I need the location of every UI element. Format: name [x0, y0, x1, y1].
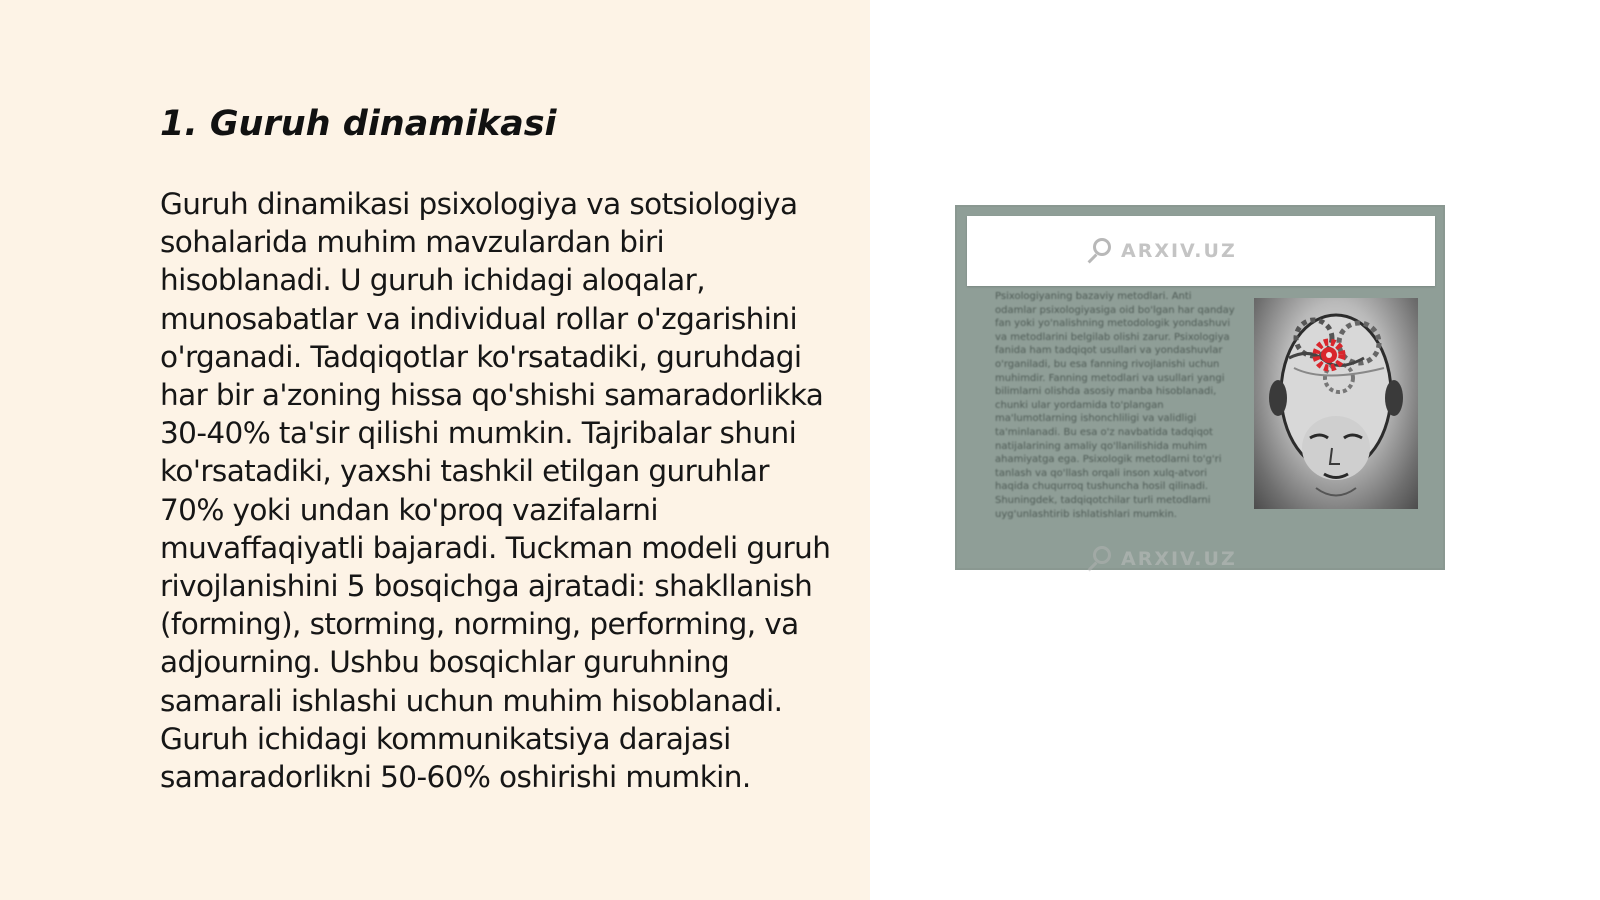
watermark-logo-bottom: [1087, 544, 1237, 574]
image-header: [967, 216, 1435, 286]
slide-title: 1. Guruh dinamikasi: [160, 104, 557, 144]
slide-body-text: Guruh dinamikasi psixologiya va sotsiologiya sohalarida muhim mavzulardan biri hisoblanadi. U guruh ichidagi aloqalar, munosabatlar va individual rollar o'zgarishini o'rganadi. Tadqiqotlar ko'rsatadiki, guruhdagi har bir a'zoning hissa qo'shishi samaradorlikka 30-40% ta'sir qilishi mumkin. Tajribalar shuni ko'rsatadiki, yaxshi tashkil etilgan guruhlar 70% yoki undan ko'proq vazifalarni muvaffaqiyatli bajaradi. Tuckman modeli guruh rivojlanishini 5 bosqichga ajratadi: shakllanish (forming), storming, norming, performing, va adjourning. Ushbu bosqichlar guruhning samarali ishlashi uchun muhim hisoblanadi. Guruh ichidagi kommunikatsiya darajasi samaradorlikni 50-60% oshirishi mumkin.: [160, 187, 831, 795]
document-preview-image: [955, 205, 1445, 570]
embedded-document-text: Psixologiyaning bazaviy metodlari. Anti odamlar psixologiyasiga oid bo'lgan har qanday fan yoki yo'nalishning metodologik yondashuvi va metodlarini belgilab olishi zarur. Psixologiya fanida ham tadqiqot usullari va yondashuvlar o'rganiladi, bu esa fanning rivojlanishi uchun muhimdir. Fanning metodlari va usullari yangi bilimlarni olishda asosiy manba hisoblanadi, chunki ular yordamida to'plangan ma'lumotlarning ishonchliligi va validligi ta'minlanadi. Bu esa o'z navbatida tadqiqot natijalarining amaliy qo'llanilishida muhim ahamiyatga ega. Psixologik metodlarni to'g'ri tanlash va qo'llash orqali inson xulq-atvori haqida chuqurroq tushuncha hosil qilinadi. Shuningdek, tadqiqotchilar turli metodlarni uyg'unlashtirib ishlatishlari mumkin.: [995, 291, 1235, 520]
watermark-logo: [1087, 236, 1237, 266]
head-illustration: [1254, 298, 1418, 509]
watermark-text-bottom: ARXIV.UZ: [1121, 548, 1237, 570]
head-illustration-svg: [1254, 298, 1418, 509]
magnifier-icon: [1087, 544, 1117, 574]
magnifier-icon: [1087, 236, 1117, 266]
watermark-text: ARXIV.UZ: [1121, 240, 1237, 262]
